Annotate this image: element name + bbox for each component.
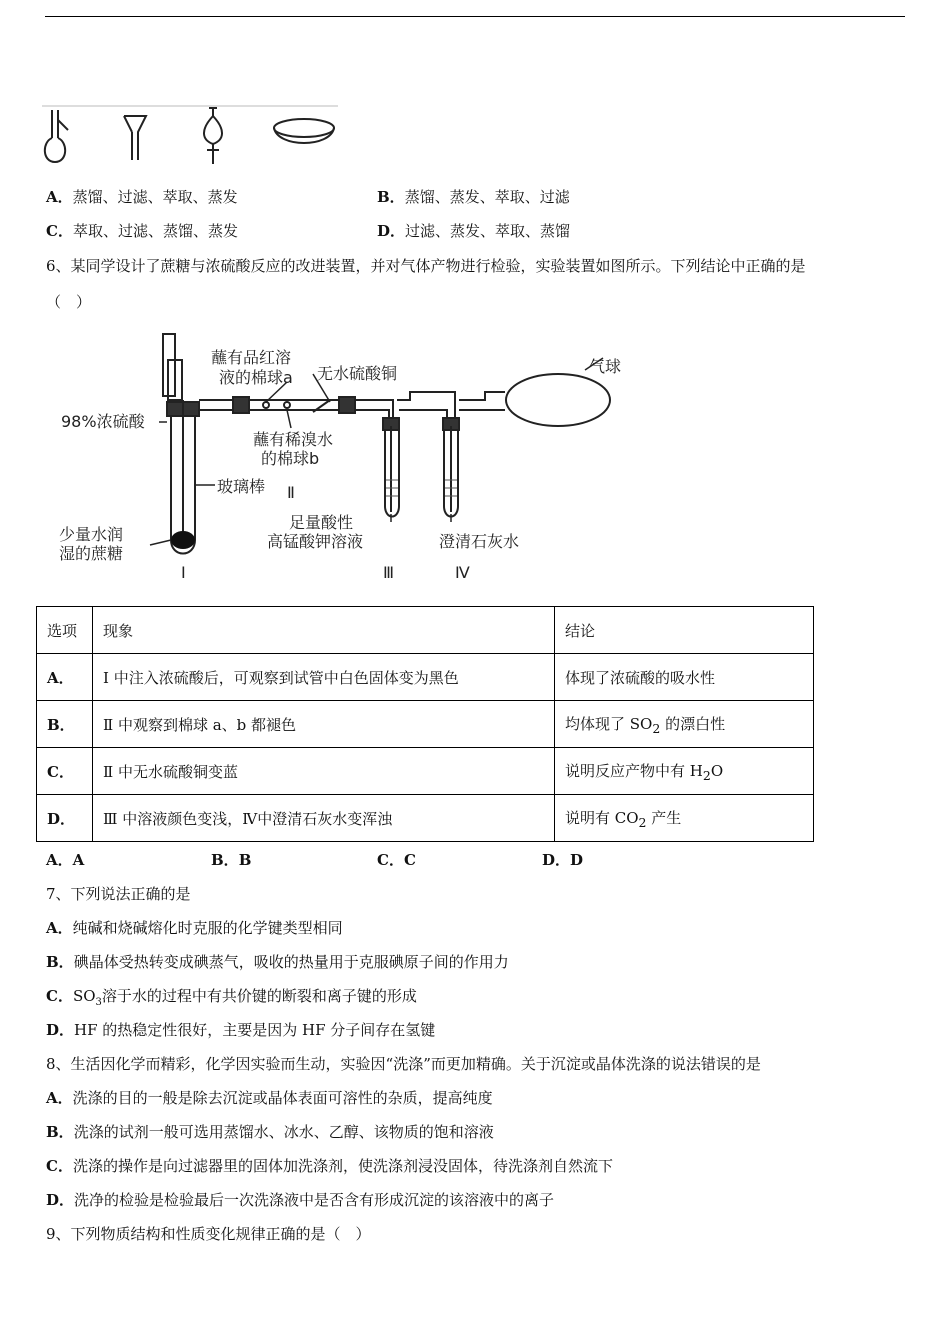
q5-option-a: A．蒸馏、过滤、萃取、蒸发	[46, 188, 238, 206]
apparatus-figure	[42, 104, 340, 170]
label-kmno4-1: 足量酸性	[289, 513, 354, 532]
table-header-row	[37, 607, 814, 654]
q5-option-c: C．萃取、过滤、蒸馏、蒸发	[46, 222, 238, 240]
label-kmno4-2: 高锰酸钾溶液	[267, 532, 364, 551]
table-row	[37, 701, 814, 748]
table-row	[37, 654, 814, 701]
label-roman-2: Ⅱ	[287, 483, 295, 502]
row-conclusion: 说明有 $CO_2$ 产生	[555, 795, 814, 842]
label-roman-3: Ⅲ	[383, 563, 395, 582]
separatory-funnel-icon	[204, 108, 222, 164]
table-row	[37, 795, 814, 842]
label-roman-4: Ⅳ	[455, 563, 470, 582]
row-conclusion: 体现了浓硫酸的吸水性	[555, 654, 814, 701]
q8-option-d: D．洗净的检验是检验最后一次洗涤液中是否含有形成沉淀的该溶液中的离子	[46, 1191, 555, 1209]
q5-option-d: D．过滤、蒸发、萃取、蒸馏	[377, 222, 571, 240]
q5-option-b: B．蒸馏、蒸发、萃取、过滤	[377, 188, 570, 206]
row-conclusion: 说明反应产物中有 $H_2O$	[555, 748, 814, 795]
q6-stem: 6、某同学设计了蔗糖与浓硫酸反应的改进装置，并对气体产物进行检验，实验装置如图所示。下列结论中正确的是	[46, 257, 806, 275]
label-cuso4: 无水硫酸铜	[317, 364, 398, 383]
row-conclusion: 均体现了 $SO_2$ 的漂白性	[555, 701, 814, 748]
label-glass-rod: 玻璃棒	[217, 477, 266, 496]
funnel-icon	[124, 116, 146, 160]
q6-answer-a: A．A	[46, 851, 85, 869]
label-conc-acid: 98%浓硫酸	[61, 412, 145, 431]
q6-options-table	[36, 606, 814, 842]
row-phenomenon: Ⅰ 中注入浓硫酸后，可观察到试管中白色固体变为黑色	[93, 654, 555, 701]
q7-option-a: A．纯碱和烧碱熔化时克服的化学键类型相同	[46, 919, 343, 937]
label-balloon: 气球	[589, 357, 622, 376]
row-option: B．	[37, 701, 93, 748]
q8-stem: 8、生活因化学而精彩，化学因实验而生动，实验因“洗涤”而更加精确。关于沉淀或晶体洗涤的说法错误的是	[46, 1055, 761, 1073]
label-bromine-2: 的棉球b	[261, 449, 320, 468]
header-option: 选项	[37, 607, 93, 654]
row-option: C．	[37, 748, 93, 795]
distillation-flask-icon	[45, 110, 68, 162]
label-limewater: 澄清石灰水	[439, 532, 520, 551]
q9-stem: 9、下列物质结构和性质变化规律正确的是（ ）	[46, 1225, 371, 1243]
header-conclusion: 结论	[555, 607, 814, 654]
q7-stem: 7、下列说法正确的是	[46, 885, 191, 903]
q8-option-b: B．洗涤的试剂一般可选用蒸馏水、冰水、乙醇、该物质的饱和溶液	[46, 1123, 494, 1141]
label-pinhong-2: 液的棉球a	[219, 368, 293, 387]
header-phenomenon: 现象	[93, 607, 555, 654]
row-option: D．	[37, 795, 93, 842]
label-sugar-1: 少量水润	[59, 525, 124, 544]
label-pinhong-1: 蘸有品红溶	[211, 348, 292, 367]
label-roman-1: Ⅰ	[181, 563, 186, 582]
header-rule	[45, 16, 905, 17]
q6-paren: （ ）	[46, 293, 92, 311]
q6-answer-d: D．D	[542, 851, 584, 869]
row-phenomenon: Ⅲ 中溶液颜色变浅，Ⅳ中澄清石灰水变浑浊	[93, 795, 555, 842]
q7-option-c: C．$SO_3$溶于水的过程中有共价键的断裂和离子键的形成	[46, 987, 417, 1008]
q7-option-d: D．HF 的热稳定性很好，主要是因为 HF 分子间存在氢键	[46, 1021, 436, 1039]
q7-option-b: B．碘晶体受热转变成碘蒸气，吸收的热量用于克服碘原子间的作用力	[46, 953, 509, 971]
q8-option-c: C．洗涤的操作是向过滤器里的固体加洗涤剂，使洗涤剂浸没固体，待洗涤剂自然流下	[46, 1157, 613, 1175]
q6-apparatus-diagram	[55, 330, 630, 585]
evaporating-dish-icon	[274, 119, 334, 143]
label-sugar-2: 湿的蔗糖	[59, 544, 124, 563]
q6-answer-b: B．B	[211, 851, 252, 869]
q6-answer-c: C．C	[377, 851, 416, 869]
table-row	[37, 748, 814, 795]
row-option: A．	[37, 654, 93, 701]
label-bromine-1: 蘸有稀溴水	[253, 430, 334, 449]
row-phenomenon: Ⅱ 中观察到棉球 a、b 都褪色	[93, 701, 555, 748]
q8-option-a: A．洗涤的目的一般是除去沉淀或晶体表面可溶性的杂质，提高纯度	[46, 1089, 493, 1107]
balloon-shape	[506, 374, 610, 426]
row-phenomenon: Ⅱ 中无水硫酸铜变蓝	[93, 748, 555, 795]
